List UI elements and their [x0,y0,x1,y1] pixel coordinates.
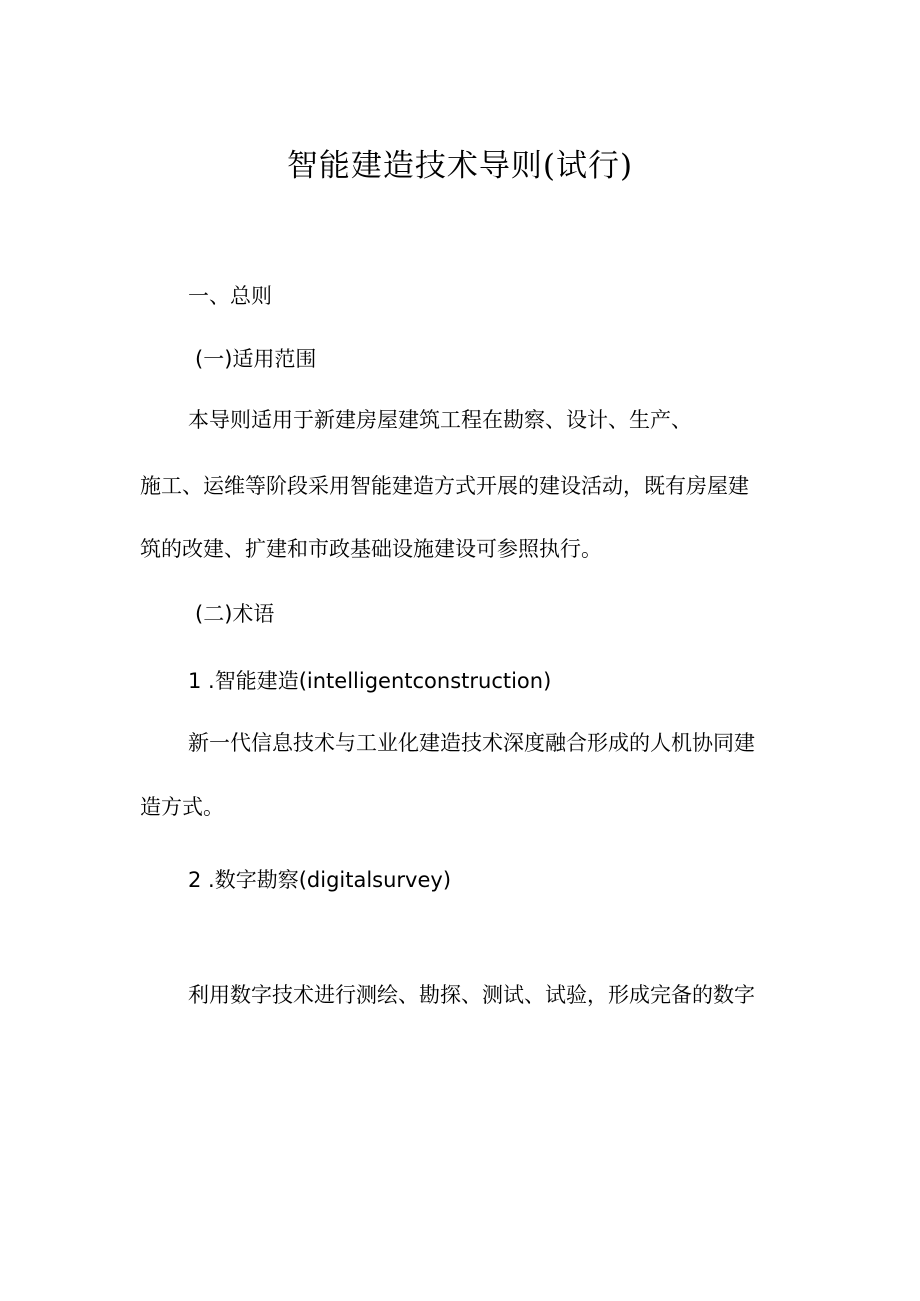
paragraph-line: 筑的改建、扩建和市政基础设施建设可参照执行。 [140,537,602,561]
section-scope: (一)适用范围 [195,347,317,371]
document-title: 智能建造技术导则(试行) [286,148,634,184]
term-digital-survey: 2 .数字勘察(digitalsurvey) [188,868,452,892]
section-terms: (二)术语 [195,602,275,626]
paragraph-line: 利用数字技术进行测绘、勘探、测试、试验，形成完备的数字 [188,983,755,1007]
paragraph-line: 本导则适用于新建房屋建筑工程在勘察、设计、生产、 [188,408,692,432]
term-intelligent-construction: 1 .智能建造(intelligentconstruction) [188,669,552,693]
heading-general-provisions: 一、总则 [188,284,272,308]
paragraph-line: 新一代信息技术与工业化建造技术深度融合形成的人机协同建 [188,731,755,755]
paragraph-line: 造方式。 [140,795,224,819]
paragraph-line: 施工、运维等阶段采用智能建造方式开展的建设活动，既有房屋建 [140,474,749,498]
